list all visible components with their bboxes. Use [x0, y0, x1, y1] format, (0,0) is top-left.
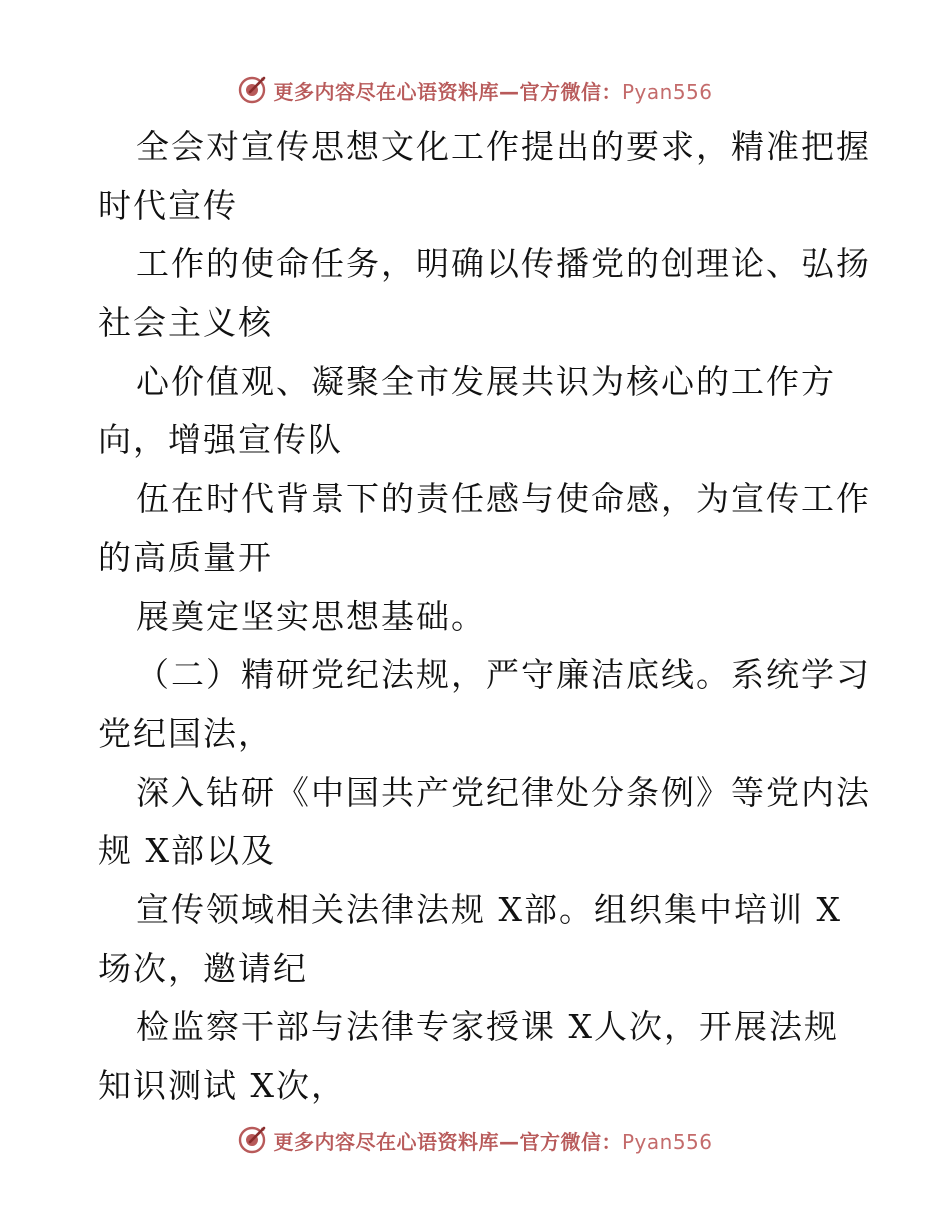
brand-logo-icon: [237, 75, 267, 105]
watermark-text: [273, 1126, 712, 1155]
text-line: 的高质量开: [98, 537, 273, 577]
text-line: 场次，邀请纪: [98, 948, 308, 988]
text-line: 全会对宣传思想文化工作提出的要求，精准把握: [136, 127, 871, 166]
brand-logo-icon: [237, 1125, 267, 1155]
text-line: 社会主义核: [98, 303, 273, 343]
text-line: 知识测试 X次，: [98, 1066, 346, 1105]
header-watermark: [0, 70, 950, 110]
text-line: 伍在时代背景下的责任感与使命感，为宣传工作: [136, 479, 871, 519]
footer-watermark: [0, 1120, 950, 1160]
watermark-label: 更多内容尽在心语资料库—官方微信：: [273, 1129, 622, 1154]
text-line: 深入钻研《中国共产党纪律处分条例》等党内法: [136, 772, 871, 812]
watermark-wechat-id: Pyan556: [621, 79, 713, 104]
watermark-label: 更多内容尽在心语资料库—官方微信：: [273, 79, 622, 104]
text-line: 规 X部以及: [98, 831, 276, 871]
text-line: 展奠定坚实思想基础。: [136, 596, 486, 636]
text-line: 时代宣传: [98, 185, 238, 225]
text-line: 党纪国法，: [98, 713, 273, 753]
watermark-wechat-id: Pyan556: [621, 1129, 713, 1154]
text-line: 向，增强宣传队: [98, 420, 343, 460]
document-body: [98, 118, 871, 1116]
text-line: 工作的使命任务，明确以传播党的创理论、弘扬: [136, 244, 871, 284]
text-line: 宣传领域相关法律法规 X部。组织集中培训 X: [136, 889, 842, 929]
text-line: 检监察干部与法律专家授课 X人次，开展法规: [136, 1007, 839, 1047]
section-heading-line: （二）精研党纪法规，严守廉洁底线。系统学习: [136, 655, 871, 695]
text-line: 心价值观、凝聚全市发展共识为核心的工作方: [136, 361, 836, 401]
watermark-text: [273, 76, 712, 105]
